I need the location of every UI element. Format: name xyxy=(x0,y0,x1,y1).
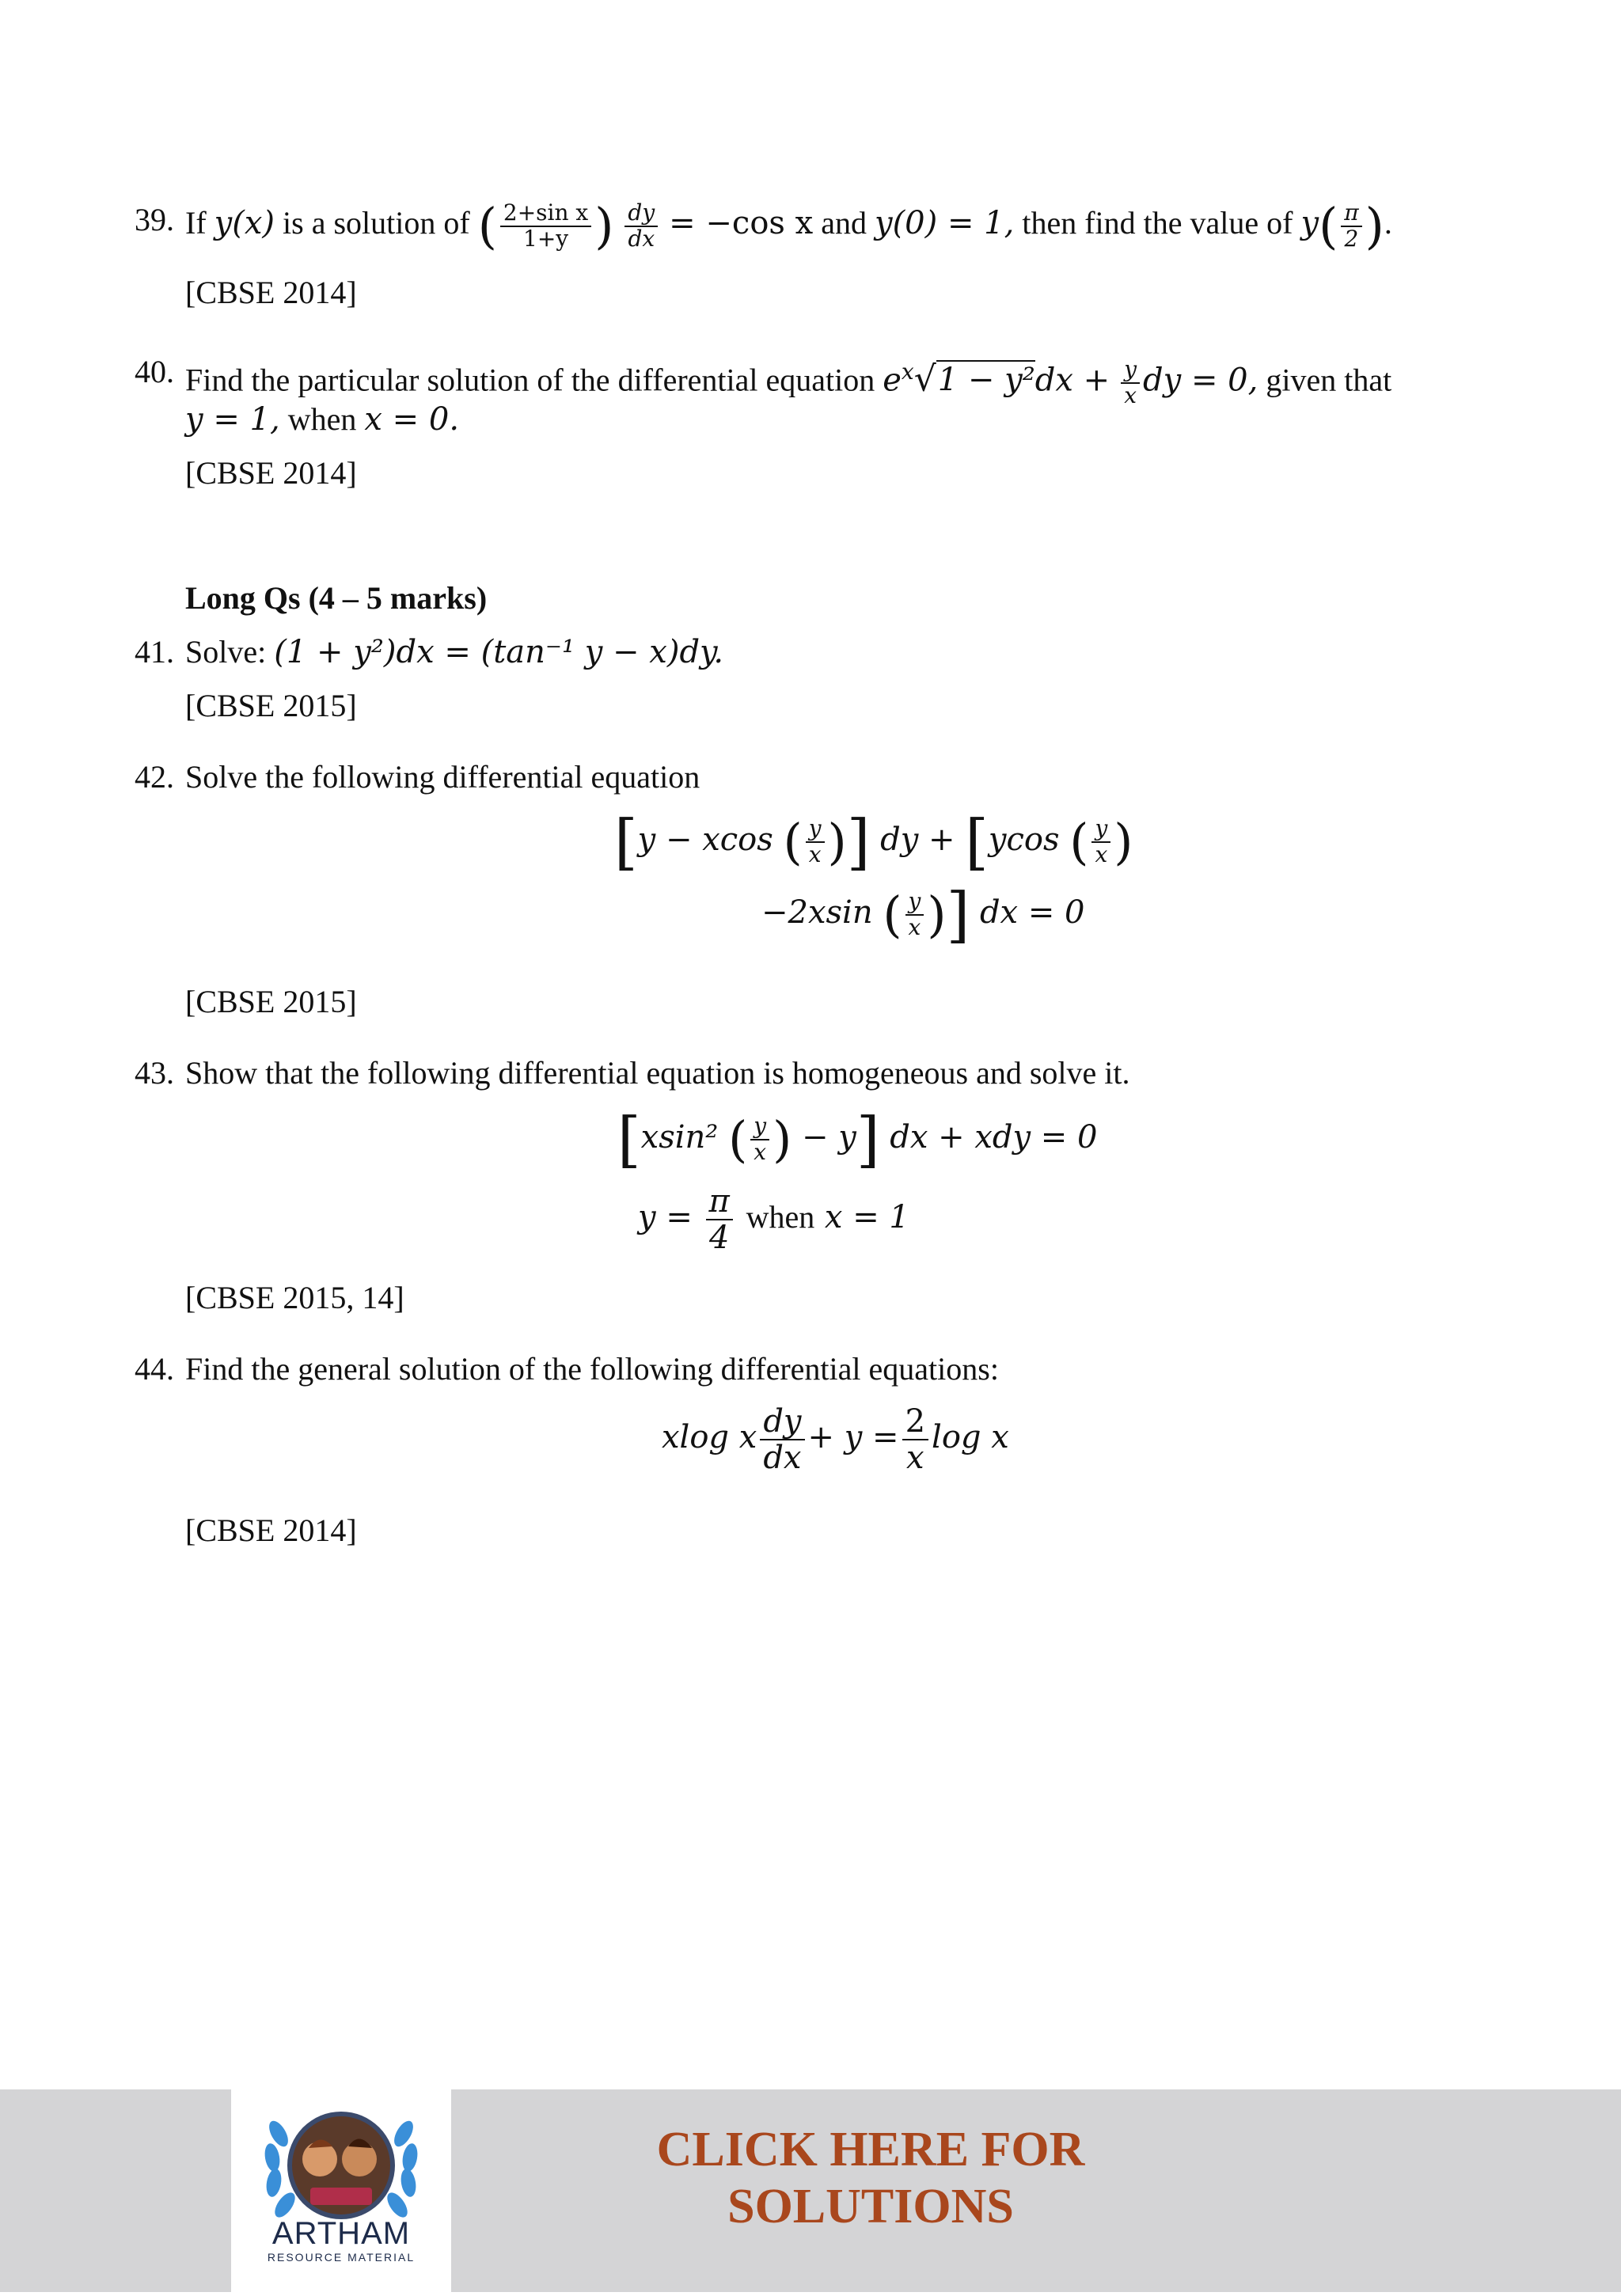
fraction: $\frac{y}{x}$ xyxy=(1091,817,1110,867)
fraction: $\frac{2}{x}$ xyxy=(902,1404,928,1475)
cta-line-2: SOLUTIONS xyxy=(727,2180,1014,2233)
question-source: [CBSE 2015] xyxy=(185,688,357,723)
question-number: 42. xyxy=(135,759,174,795)
question-number: 44. xyxy=(135,1351,174,1387)
question-source: [CBSE 2014] xyxy=(185,455,357,491)
logo-text: ARTHAM xyxy=(271,2216,411,2251)
equation-42-line1: [y − xcos ( $\frac{y}{x}$ )] dy + [ycos ( $\frac{y}{x}$ ) xyxy=(614,806,1133,877)
fraction: $\frac{\text{2+sin x}}{1+y}$ xyxy=(500,201,591,252)
question-number: 40. xyxy=(135,354,174,389)
equation-43-line1: [xsin² ( $\frac{y}{x}$ ) − y] dx + xdy = 0 xyxy=(617,1104,1098,1175)
fraction: $\frac{y}{x}$ xyxy=(750,1114,769,1165)
question-source: [CBSE 2014] xyxy=(185,1512,357,1548)
question-number: 39. xyxy=(135,202,174,237)
question-number: 41. xyxy=(135,634,174,670)
fraction: $\frac{dy}{dx}$ xyxy=(624,201,658,252)
cta-line-1: CLICK HERE FOR xyxy=(656,2123,1085,2176)
solutions-link-button[interactable] xyxy=(554,2121,1187,2235)
equation-42-line2: −2xsin ( $\frac{y}{x}$ )] dx = 0 xyxy=(761,879,1085,950)
fraction: $\frac{y}{x}$ xyxy=(1121,358,1140,408)
question-number: 43. xyxy=(135,1055,174,1091)
question-source: [CBSE 2014] xyxy=(185,275,357,310)
fraction: $\frac{\pi}{4}$ xyxy=(706,1184,733,1255)
section-heading: Long Qs (4 – 5 marks) xyxy=(185,580,488,616)
question-source: [CBSE 2015] xyxy=(185,984,357,1019)
question-40-line2: y = 1, when x = 0. xyxy=(185,401,460,438)
fraction: $\frac{y}{x}$ xyxy=(806,817,825,867)
equation-43-line2: y = $\frac{\pi}{4}$ when x = 1 xyxy=(638,1183,909,1256)
equation-44: xlog x $\frac{dy}{dx}$ + y = $\frac{2}{x}$ log x xyxy=(662,1403,1009,1476)
fraction: $\frac{\pi}{2}$ xyxy=(1341,201,1361,252)
logo-subtext: RESOURCE MATERIAL xyxy=(267,2251,416,2264)
fraction: $\frac{dy}{dx}$ xyxy=(760,1404,804,1475)
fraction: $\frac{y}{x}$ xyxy=(905,890,924,940)
question-source: [CBSE 2015, 14] xyxy=(185,1280,404,1315)
